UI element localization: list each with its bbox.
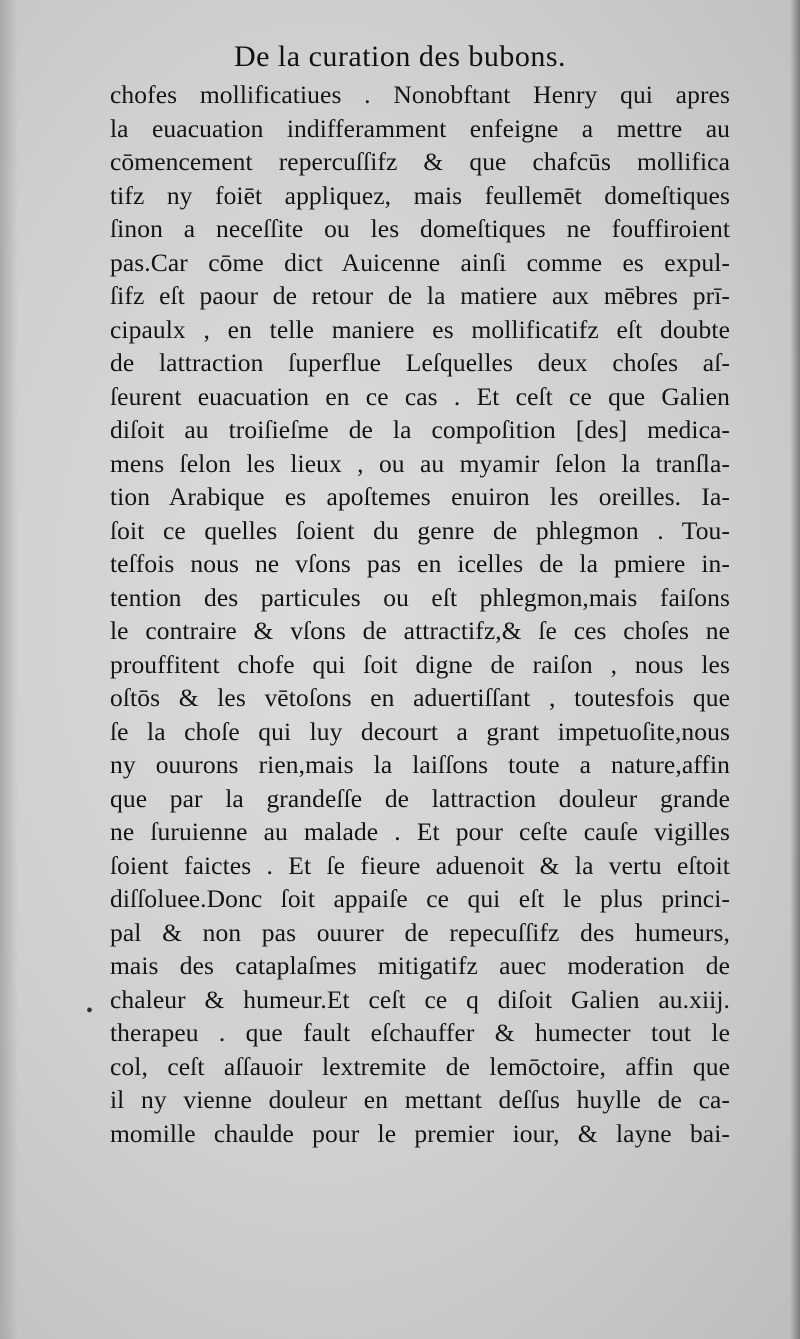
running-head: De la curation des bubons. <box>233 40 567 73</box>
margin-mark: • <box>86 1000 94 1022</box>
text-line-27: mais des cataplaſmes mitigatifz auec moderation de <box>110 951 730 980</box>
text-line-16: tention des particules ou eſt phlegmon,mais faiſons <box>110 582 730 612</box>
text-line-17: le contraire & vſons de attractifz,& ſe ces choſes ne <box>110 616 730 645</box>
text-line-29: therapeu . que fault eſchauffer & humecter tout le <box>110 1018 730 1047</box>
text-line-31: il ny vienne douleur en mettant deſſus huylle de ca- <box>110 1085 730 1114</box>
text-line-26: pal & non pas ouurer de repecuſſifz des humeurs, <box>110 917 730 947</box>
text-line-1: chofes mollificatiues . Nonobftant Henry qui apres <box>110 80 730 109</box>
text-line-28: chaleur & humeur.Et ceſt ce q diſoit Galien au.xiij. <box>110 984 730 1014</box>
text-line-2: la euacuation indifferamment enfeigne a mettre au <box>110 113 730 143</box>
text-line-21: ny ouurons rien,mais la laiſſons toute a nature,affin <box>110 750 730 779</box>
body-text <box>110 78 730 1150</box>
text-line-14: ſoit ce quelles ſoient du genre de phlegmon . Tou- <box>110 515 730 545</box>
text-line-5: ſinon a neceſſite ou les domeſtiques ne fouffiroient <box>110 214 730 243</box>
text-line-22: que par la grandeſſe de lattraction douleur grande <box>110 783 730 813</box>
text-line-19: oſtōs & les vētoſons en aduertiſſant , toutesfois que <box>110 683 730 712</box>
text-line-4: tifz ny foiēt appliquez, mais feullemēt domeſtiques <box>110 180 730 210</box>
text-line-20: ſe la choſe qui luy decourt a grant impetuoſite,nous <box>110 716 730 746</box>
text-line-30: col, ceſt aſſauoir lextremite de lemōctoire, affin que <box>110 1051 730 1081</box>
text-line-12: mens ſelon les lieux , ou au myamir ſelon la tranſla- <box>110 448 730 478</box>
text-line-7: ſifz eſt paour de retour de la matiere aux mēbres prī- <box>110 281 730 310</box>
page-gutter-shadow <box>0 0 18 1339</box>
text-line-9: de lattraction ſuperflue Leſquelles deux choſes aſ- <box>110 348 730 377</box>
text-line-24: ſoient faictes . Et ſe fieure aduenoit & la vertu eſtoit <box>110 850 730 880</box>
text-line-13: tion Arabique es apoſtemes enuiron les oreilles. Ia- <box>110 482 730 511</box>
text-line-25: diſſoluee.Donc ſoit appaiſe ce qui eſt le plus princi- <box>110 884 730 913</box>
page-edge-shadow <box>790 0 800 1339</box>
text-line-15: teſfois nous ne vſons pas en icelles de la pmiere in- <box>110 549 730 578</box>
text-line-11: diſoit au troiſieſme de la compoſition [des] medica- <box>110 415 730 444</box>
text-line-18: prouffitent chofe qui ſoit digne de raiſon , nous les <box>110 649 730 679</box>
text-line-8: cipaulx , en telle maniere es mollificatifz eſt doubte <box>110 314 730 344</box>
text-line-10: ſeurent euacuation en ce cas . Et ceſt ce que Galien <box>110 381 730 411</box>
text-line-3: cōmencement repercuſſifz & que chafcūs mollifica <box>110 147 730 176</box>
text-line-23: ne ſuruienne au malade . Et pour ceſte cauſe vigilles <box>110 817 730 846</box>
text-line-6: pas.Car cōme dict Auicenne ainſi comme es expul- <box>110 247 730 277</box>
text-line-32: momille chaulde pour le premier iour, & layne bai- <box>110 1118 730 1148</box>
